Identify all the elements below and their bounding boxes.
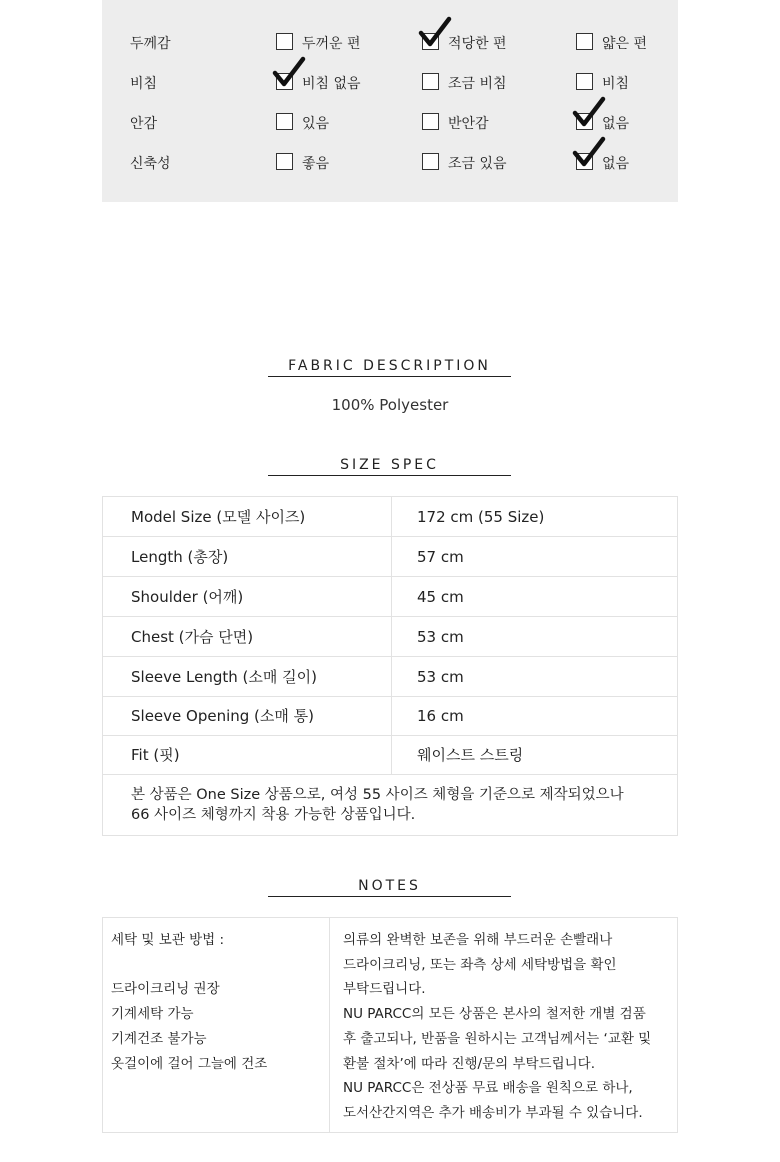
notes-line: 후 출고되나, 반품을 원하시는 고객님께서는 ‘교환 및 <box>343 1030 652 1047</box>
checkbox[interactable] <box>276 153 293 170</box>
checkbox[interactable] <box>422 73 439 90</box>
notes-text <box>331 918 677 1132</box>
table-row <box>103 577 677 617</box>
size-note <box>103 775 677 835</box>
column-divider <box>391 617 392 656</box>
size-key: Fit (핏) <box>131 746 180 764</box>
column-divider <box>391 577 392 616</box>
table-row <box>103 617 677 657</box>
size-key: Sleeve Length (소매 길이) <box>131 668 317 686</box>
option-label: 얇은 편 <box>602 36 648 52</box>
checkmark-icon <box>572 136 606 170</box>
notes-heading: NOTES <box>268 878 511 897</box>
notes-line: NU PARCC은 전상품 무료 배송을 원칙으로 하나, <box>343 1080 633 1097</box>
care-item: 기계건조 불가능 <box>111 1031 207 1047</box>
size-key: Shoulder (어깨) <box>131 588 244 606</box>
table-row <box>103 736 677 775</box>
checkbox[interactable] <box>276 33 293 50</box>
option-label: 있음 <box>302 116 330 132</box>
notes-line: 환불 절차’에 따라 진행/문의 부탁드립니다. <box>343 1055 595 1072</box>
checkbox[interactable] <box>576 33 593 50</box>
checkmark-icon <box>572 96 606 130</box>
size-value: 53 cm <box>417 668 464 686</box>
size-value: 53 cm <box>417 628 464 646</box>
size-note-line: 본 상품은 One Size 상품으로, 여성 55 사이즈 체형을 기준으로 제작되었으나 <box>131 787 624 803</box>
size-value: 웨이스트 스트링 <box>417 746 524 764</box>
column-divider <box>391 537 392 576</box>
size-key: Sleeve Opening (소매 통) <box>131 707 314 725</box>
fabric-value: 100% Polyester <box>331 396 449 414</box>
checkbox[interactable] <box>422 113 439 130</box>
care-item: 옷걸이에 걸어 그늘에 건조 <box>111 1056 268 1072</box>
column-divider <box>391 697 392 735</box>
checkbox[interactable] <box>422 153 439 170</box>
option-label: 반안감 <box>448 116 489 132</box>
notes-line: 도서산간지역은 추가 배송비가 부과될 수 있습니다. <box>343 1104 643 1121</box>
attribute-label: 비침 <box>130 76 158 92</box>
attribute-label: 두께감 <box>130 36 171 52</box>
option-label: 두꺼운 편 <box>302 36 361 52</box>
spacer <box>111 953 321 977</box>
attribute-label: 신축성 <box>130 156 171 172</box>
column-divider <box>391 736 392 774</box>
column-divider <box>391 657 392 696</box>
notes-line: 부탁드립니다. <box>343 981 426 998</box>
attribute-row-thickness <box>102 30 678 54</box>
option-label: 비침 <box>602 76 630 92</box>
table-row <box>103 497 677 537</box>
checkmark-icon <box>418 16 452 50</box>
attribute-label: 안감 <box>130 116 158 132</box>
checkbox[interactable] <box>576 73 593 90</box>
notes-table <box>102 917 678 1133</box>
option-label: 조금 있음 <box>448 156 507 172</box>
size-key: Chest (가슴 단면) <box>131 628 254 646</box>
checkmark-icon <box>272 56 306 90</box>
notes-line: 의류의 완벽한 보존을 위해 부드러운 손빨래나 <box>343 932 613 948</box>
size-note-line: 66 사이즈 체형까지 착용 가능한 상품입니다. <box>131 807 416 823</box>
size-value: 172 cm (55 Size) <box>417 508 545 526</box>
attribute-row-stretch <box>102 150 678 174</box>
table-row <box>103 697 677 736</box>
option-label: 비침 없음 <box>302 76 361 92</box>
notes-line: 드라이크리닝, 또는 좌측 상세 세탁방법을 확인 <box>343 956 617 973</box>
option-label: 조금 비침 <box>448 76 507 92</box>
care-instructions <box>103 918 330 1132</box>
option-label: 좋음 <box>302 156 330 172</box>
size-key: Model Size (모델 사이즈) <box>131 508 306 526</box>
fabric-heading: FABRIC DESCRIPTION <box>268 358 511 377</box>
care-title: 세탁 및 보관 방법 : <box>111 932 225 948</box>
option-label: 적당한 편 <box>448 36 507 52</box>
size-value: 45 cm <box>417 588 464 606</box>
care-item: 기계세탁 가능 <box>111 1006 194 1022</box>
table-row <box>103 657 677 697</box>
size-value: 57 cm <box>417 548 464 566</box>
checkbox[interactable] <box>276 113 293 130</box>
care-item: 드라이크리닝 권장 <box>111 981 220 997</box>
option-label: 없음 <box>602 156 630 172</box>
size-key: Length (총장) <box>131 548 229 566</box>
attribute-panel <box>102 0 678 202</box>
notes-line: NU PARCC의 모든 상품은 본사의 철저한 개별 검품 <box>343 1006 646 1023</box>
size-spec-table <box>102 496 678 836</box>
attribute-row-lining <box>102 110 678 134</box>
column-divider <box>391 497 392 536</box>
table-row <box>103 537 677 577</box>
size-spec-heading: SIZE SPEC <box>268 457 511 476</box>
size-value: 16 cm <box>417 707 464 725</box>
option-label: 없음 <box>602 116 630 132</box>
attribute-row-sheerness <box>102 70 678 94</box>
